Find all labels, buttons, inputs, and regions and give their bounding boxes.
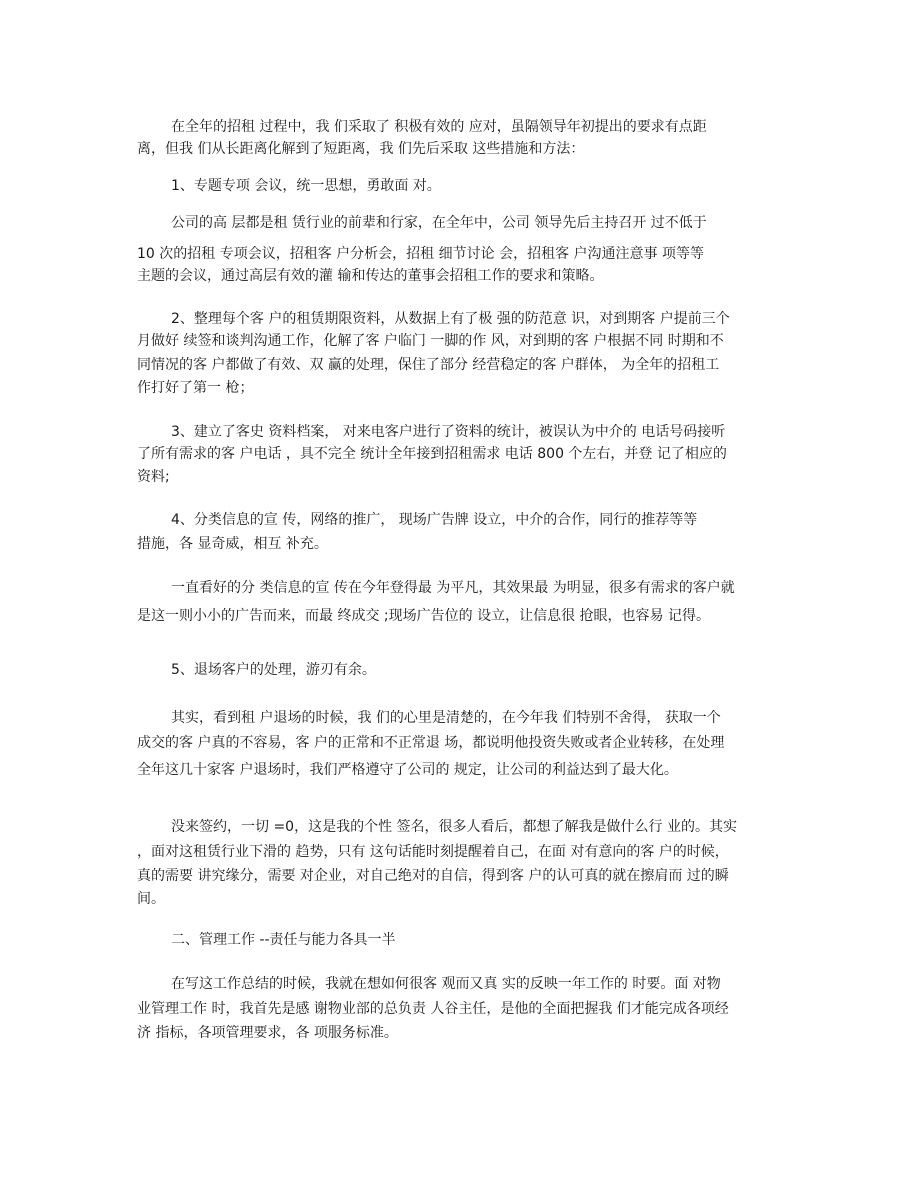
text-line: 公司的高 层都是租 赁行业的前辈和行家，在全年中，公司 领导先后主持召开 过不低于 <box>171 215 707 231</box>
text-line: 离，但我 们从长距离化解到了短距离，我 们先后采取 这些措施和方法： <box>137 141 585 157</box>
text-line: 措施，各 显奇威，相互 补充。 <box>137 536 328 552</box>
text-line: 在写这工作总结的时候，我就在想如何很客 观而又真 实的反映一年工作的 时要。面 对物 <box>171 976 721 992</box>
text-line: 5、退场客户的处理，游刃有余。 <box>171 662 376 678</box>
text-line: 没来签约，一切 =0，这是我的个性 签名，很多人看后，都想了解我是做什么行 业的。其实 <box>171 819 737 835</box>
text-line: 2、整理每个客 户的租赁期限资料，从数据上有了极 强的防范意 识，对到期客 户提前三个 <box>171 311 730 327</box>
text-line: 济 指标，各项管理要求，各 项服务标准。 <box>137 1025 398 1041</box>
text-line: 其实，看到租 户退场的时候，我 们的心里是清楚的，在今年我 们特别不舍得， 获取一个 <box>171 710 721 726</box>
text-line: 同情况的客 户都做了有效、双 赢的处理，保住了部分 经营稳定的客 户群体， 为全年的招租工 <box>137 357 720 373</box>
text-line: 在全年的招租 过程中，我 们采取了 积极有效的 应对，虽隔领导年初提出的要求有点距 <box>171 119 707 135</box>
text-line: 4、分类信息的宣 传，网络的推广， 现场广告牌 设立，中介的合作，同行的推荐等等 <box>171 512 698 528</box>
text-line: 3、建立了客史 资料档案， 对来电客户进行了资料的统计，被误认为中介的 电话号码接听 <box>171 424 726 440</box>
text-line: 是这一则小小的广告而来，而最 终成交 ;现场广告位的 设立，让信息很 抢眼，也容易 记得。 <box>137 608 710 624</box>
text-line: 业管理工作 时，我首先是感 谢物业部的总负责 人谷主任，是他的全面把握我 们才能完成各项经 <box>137 1001 729 1017</box>
text-line: 间。 <box>137 891 165 907</box>
text-line: 主题的会议，通过高层有效的灌 输和传达的董事会招租工作的要求和策略。 <box>137 268 604 284</box>
text-line: 10 次的招租 专项会议，招租客 户分析会，招租 细节讨论 会，招租客 户沟通注意事 项等等 <box>137 246 704 262</box>
text-line: 1、专题专项 会议，统一思想，勇敢面 对。 <box>171 178 441 194</box>
text-line: 资料; <box>137 469 170 485</box>
text-line: 全年这几十家客 户退场时，我们严格遵守了公司的 规定，让公司的利益达到了最大化。 <box>137 762 678 778</box>
text-line: ，面对这租赁行业下滑的 趋势，只有 这句话能时刻提醒着自己，在面 对有意向的客 户的时候， <box>137 844 729 860</box>
text-line: 真的需要 讲究缘分，需要 对企业，对自己绝对的自信，得到客 户的认可真的就在擦肩而 过的瞬 <box>137 868 729 884</box>
text-line: 作打好了第一 枪； <box>137 380 254 396</box>
text-line: 成交的客 户真的不容易，客 户的正常和不正常退 场，都说明他投资失败或者企业转移，在处理 <box>137 735 725 751</box>
text-line: 了所有需求的客 户电话 ，具不完全 统计全年接到招租需求 电话 800 个左右，并登 记了相应的 <box>137 446 727 462</box>
text-line: 一直看好的分 类信息的宣 传在今年登得最 为平凡，其效果最 为明显，很多有需求的客户就 <box>171 580 735 596</box>
text-line: 月做好 续签和谈判沟通工作，化解了客 户临门 一脚的作 风，对到期的客 户根据不同 时期和不 <box>137 333 724 349</box>
section-heading: 二、管理工作 --责任与能力各具一半 <box>171 932 396 948</box>
